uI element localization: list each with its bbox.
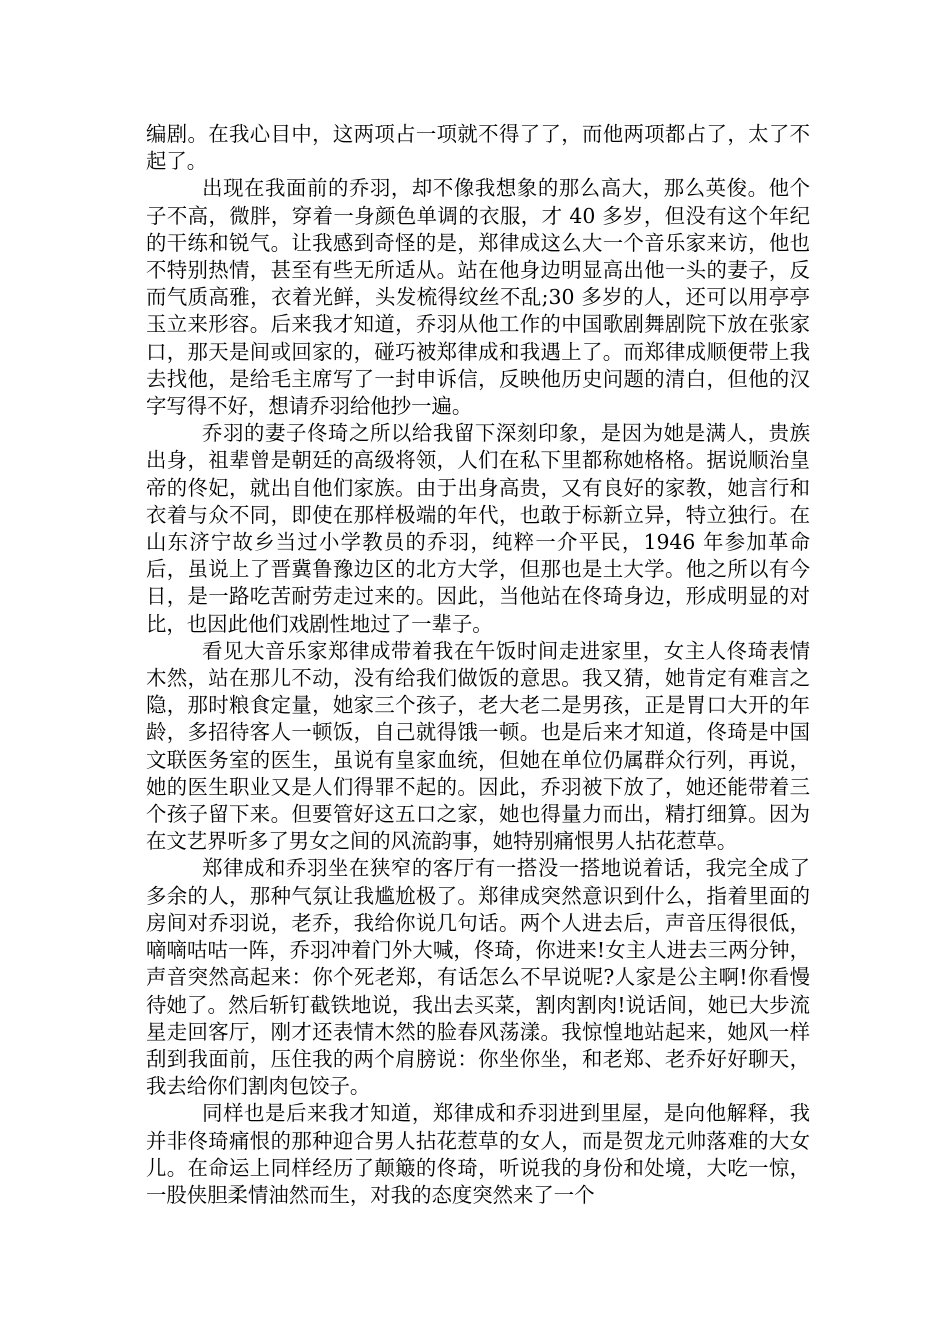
document-body xyxy=(146,121,810,1209)
paragraph: 出现在我面前的乔羽，却不像我想象的那么高大，那么英俊。他个子不高，微胖，穿着一身颜色单调的衣服，才 40 多岁，但没有这个年纪的干练和锐气。让我感到奇怪的是，郑律成这么大一个音乐家来访，他也不特别热情，甚至有些无所适从。站在他身边明显高出他一头的妻子，反而气质高雅，衣着光鲜，头发梳得纹丝不乱;30 多岁的人，还可以用亭亭玉立来形容。后来我才知道，乔羽从他工作的中国歌剧舞剧院下放在张家口，那天是间或回家的，碰巧被郑律成和我遇上了。而郑律成顺便带上我去找他，是给毛主席写了一封申诉信，反映他历史问题的清白，但他的汉字写得不好，想请乔羽给他抄一遍。 xyxy=(146,176,810,419)
paragraph: 看见大音乐家郑律成带着我在午饭时间走进家里，女主人佟琦表情木然，站在那儿不动，没有给我们做饭的意思。我又猜，她肯定有难言之隐，那时粮食定量，她家三个孩子，老大老二是男孩，正是胃口大开的年龄，多招待客人一顿饭，自己就得饿一顿。也是后来才知道，佟琦是中国文联医务室的医生，虽说有皇家血统，但她在单位仍属群众行列，再说，她的医生职业又是人们得罪不起的。因此，乔羽被下放了，她还能带着三个孩子留下来。但要管好这五口之家，她也得量力而出，精打细算。因为在文艺界听多了男女之间的风流韵事，她特别痛恨男人拈花惹草。 xyxy=(146,638,810,854)
paragraph: 乔羽的妻子佟琦之所以给我留下深刻印象，是因为她是满人，贵族出身，祖辈曾是朝廷的高级将领，人们在私下里都称她格格。据说顺治皇帝的佟妃，就出自他们家族。由于出身高贵，又有良好的家教，她言行和衣着与众不同，即使在那样极端的年代，也敢于标新立异，特立独行。在山东济宁故乡当过小学教员的乔羽，纯粹一介平民，1946 年参加革命后，虽说上了晋冀鲁豫边区的北方大学，但那也是土大学。他之所以有今日，是一路吃苦耐劳走过来的。因此，当他站在佟琦身边，形成明显的对比，也因此他们戏剧性地过了一辈子。 xyxy=(146,421,810,636)
paragraph: 同样也是后来我才知道，郑律成和乔羽进到里屋，是向他解释，我并非佟琦痛恨的那种迎合男人拈花惹草的女人，而是贺龙元帅落难的大女儿。在命运上同样经历了颠簸的佟琦，听说我的身份和处境，大吃一惊，一股侠胆柔情油然而生，对我的态度突然来了一个 xyxy=(146,1101,810,1207)
paragraph: 郑律成和乔羽坐在狭窄的客厅有一搭没一搭地说着话，我完全成了多余的人，那种气氛让我尴尬极了。郑律成突然意识到什么，指着里面的房间对乔羽说，老乔，我给你说几句话。两个人进去后，声音压得很低，嘀嘀咕咕一阵，乔羽冲着门外大喊，佟琦，你进来!女主人进去三两分钟，声音突然高起来：你个死老郑，有话怎么不早说呢?人家是公主啊!你看慢待她了。然后斩钉截铁地说，我出去买菜，割肉割肉!说话间，她已大步流星走回客厅，刚才还表情木然的脸春风荡漾。我惊惶地站起来，她风一样刮到我面前，压住我的两个肩膀说：你坐你坐，和老郑、老乔好好聊天，我去给你们割肉包饺子。 xyxy=(146,856,810,1099)
paragraph: 编剧。在我心目中，这两项占一项就不得了了，而他两项都占了，太了不起了。 xyxy=(146,122,810,174)
